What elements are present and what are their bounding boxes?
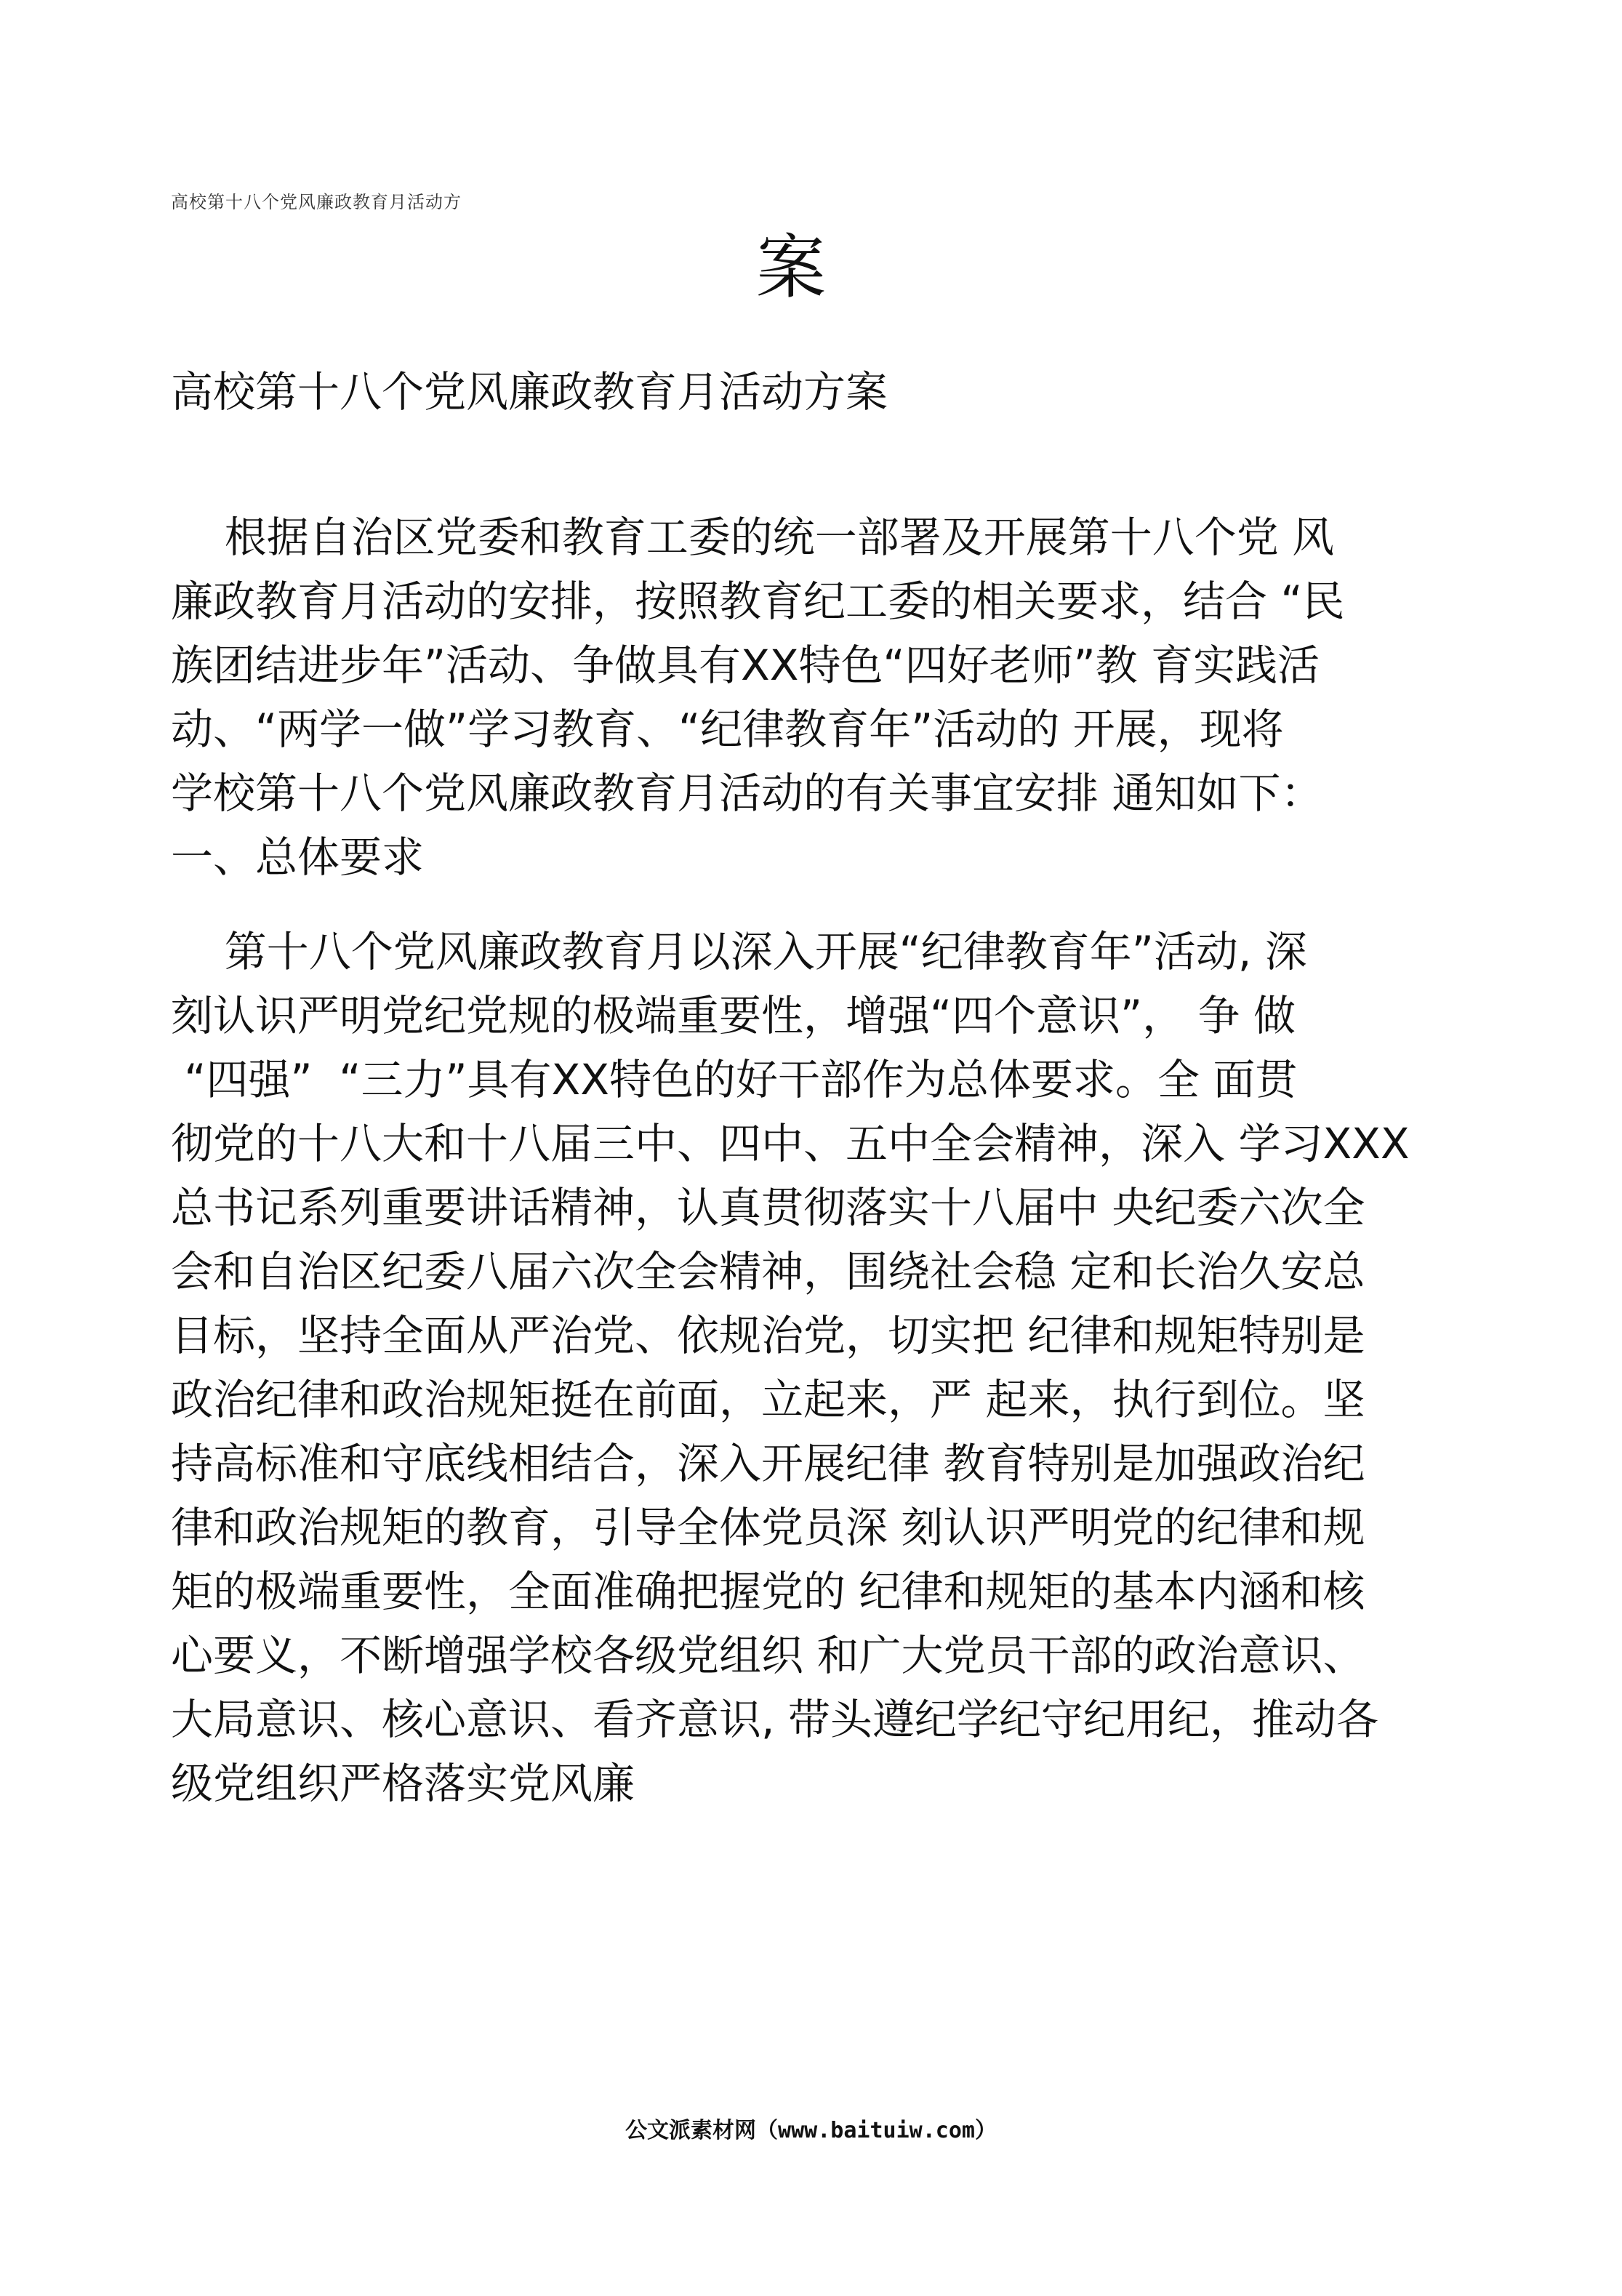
body-line: 廉政教育月活动的安排，按照教育纪工委的相关要求，结合 “民	[171, 577, 1345, 626]
body-line: 根据自治区党委和教育工委的统一部署及开展第十八个党 风	[171, 513, 1335, 562]
footer-site-name: 公文派素材网	[625, 2118, 757, 2143]
section-heading: 一、总体要求	[171, 832, 425, 882]
running-header: 高校第十八个党风廉政教育月活动方	[171, 192, 462, 212]
body-line: 会和自治区纪委八届六次全会精神，围绕社会稳 定和长治久安总	[171, 1247, 1365, 1296]
body-line: 级党组织严格落实党风廉	[171, 1759, 635, 1808]
body-line: 彻党的十八大和十八届三中、四中、五中全会精神，深入 学习XXX	[171, 1119, 1410, 1168]
body-line: 动、“两学一做”学习教育、“纪律教育年”活动的 开展，现将	[171, 705, 1284, 754]
body-line: 政治纪律和政治规矩挺在前面，立起来，严 起来，执行到位。坚	[171, 1375, 1365, 1424]
body-line: 族团结进步年”活动、争做具有XX特色“四好老师”教 育实践活	[171, 641, 1320, 690]
body-line: 第十八个党风廉政教育月以深入开展“纪律教育年”活动, 深	[171, 927, 1307, 976]
body-line: 总书记系列重要讲话精神，认真贯彻落实十八届中 央纪委六次全	[171, 1183, 1365, 1232]
footer-watermark	[0, 2112, 1622, 2144]
body-line: 学校第十八个党风廉政教育月活动的有关事宜安排 通知如下：	[171, 768, 1323, 818]
body-line: 矩的极端重要性，全面准确把握党的 纪律和规矩的基本内涵和核	[171, 1567, 1365, 1616]
body-line: “四强” “三力”具有XX特色的好干部作为总体要求。全 面贯	[171, 1055, 1298, 1104]
body-line: 刻认识严明党纪党规的极端重要性，增强“四个意识”， 争 做	[171, 991, 1296, 1040]
body-line: 持高标准和守底线相结合，深入开展纪律 教育特别是加强政治纪	[171, 1439, 1365, 1488]
footer-site-url[interactable]: （www.baituiw.com）	[756, 2118, 997, 2143]
body-line: 心要义，不断增强学校各级党组织 和广大党员干部的政治意识、	[171, 1631, 1365, 1680]
body-line: 大局意识、核心意识、看齐意识, 带头遵纪学纪守纪用纪，推动各	[171, 1695, 1378, 1744]
body-line: 目标，坚持全面从严治党、依规治党，切实把 纪律和规矩特别是	[171, 1311, 1365, 1360]
document-title: 高校第十八个党风廉政教育月活动方案	[171, 367, 888, 417]
title-overflow-char: 案	[756, 227, 826, 308]
body-line: 律和政治规矩的教育，引导全体党员深 刻认识严明党的纪律和规	[171, 1503, 1365, 1552]
